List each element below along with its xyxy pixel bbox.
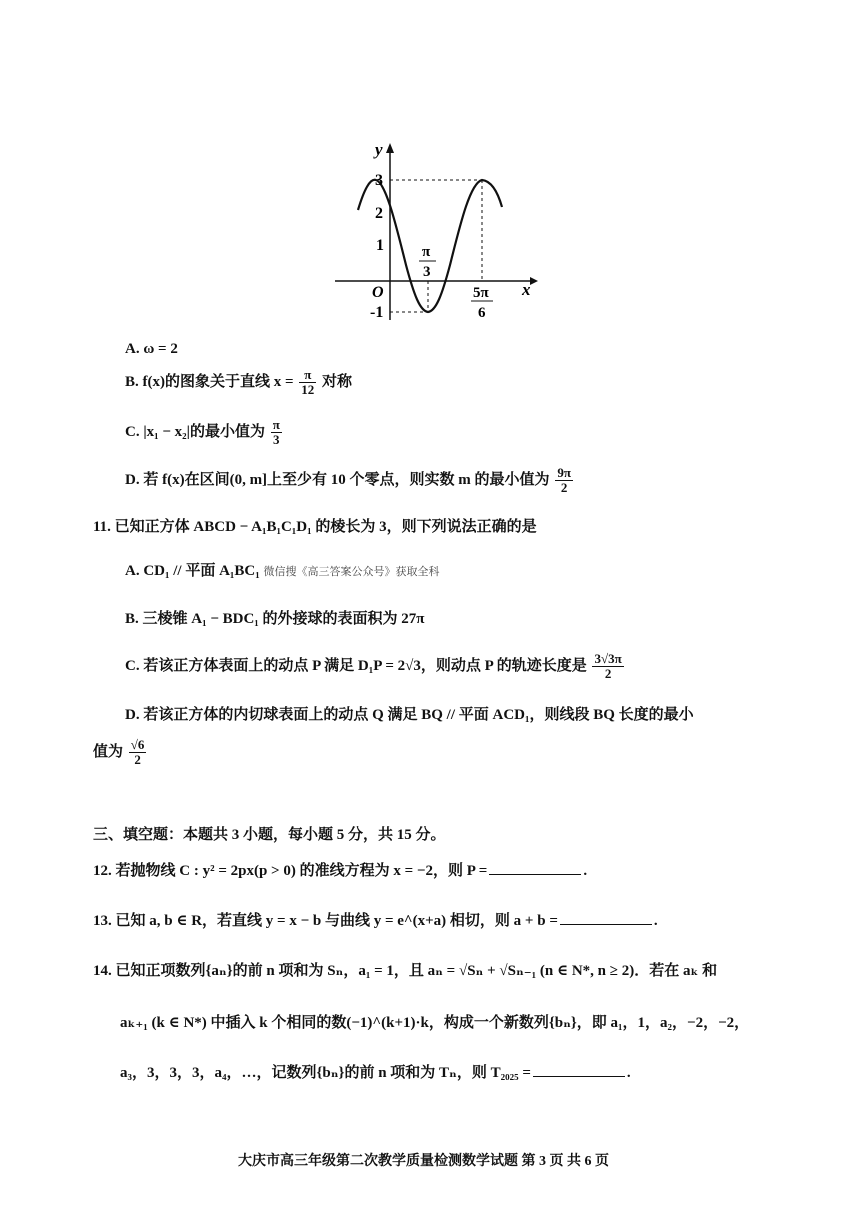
- q10-option-b-fraction: [299, 368, 316, 398]
- q10-option-b-text: B. f(x)的图象关于直线 x =: [125, 374, 294, 391]
- q11-option-d-fraction: [129, 738, 147, 768]
- tick-3: 3: [375, 172, 383, 189]
- watermark-text: 微信搜《高三答案公众号》获取全科: [263, 566, 440, 578]
- q12-text: 12. 若抛物线 C : y² = 2px(p > 0) 的准线方程为 x = −2，则 P =: [93, 863, 488, 879]
- q10-option-b-tail: 对称: [322, 374, 353, 391]
- pi3-numerator: π: [422, 244, 431, 260]
- q10-d-den: 2: [560, 480, 568, 496]
- q10-c-num: π: [272, 417, 280, 432]
- q14-line1: 14. 已知正项数列{aₙ}的前 n 项和为 Sₙ，a₁ = 1，且 aₙ = √Sₙ + √Sₙ₋₁ (n ∈ N*, n ≥ 2)．若在 aₖ 和: [93, 963, 718, 979]
- q11-c-den: 2: [604, 666, 612, 682]
- q10-d-num: 9π: [557, 465, 571, 480]
- q11-option-c-text: C. 若该正方体表面上的动点 P 满足 D₁P = 2√3，则动点 P 的轨迹长度是: [125, 658, 587, 675]
- q14-line3: [120, 1064, 631, 1082]
- q10-option-c-text: C. |x₁ − x₂|的最小值为: [125, 424, 265, 441]
- q12-answer-blank[interactable]: [489, 873, 581, 875]
- q10-option-c: [125, 418, 284, 448]
- q11-option-d-line2: [93, 738, 148, 768]
- tick-2: 2: [375, 205, 383, 222]
- q12-end: .: [583, 863, 588, 879]
- q10-option-c-fraction: [271, 418, 282, 448]
- q11-d-num: √6: [130, 737, 145, 752]
- q14-line2: aₖ₊₁ (k ∈ N*) 中插入 k 个相同的数(−1)^(k+1)·k，构成一个新数列{bₙ}，即 a₁，1，a₂，−2，−2，: [120, 1015, 750, 1031]
- q11-c-num: 3√3π: [594, 651, 622, 666]
- q11-option-a: [125, 562, 440, 580]
- q13-text: 13. 已知 a, b ∈ R，若直线 y = x − b 与曲线 y = e^(x+a) 相切，则 a + b =: [93, 913, 558, 929]
- q10-option-a: A. ω = 2: [125, 341, 178, 357]
- y-axis-label: y: [375, 140, 383, 159]
- x-axis-arrow: [530, 277, 538, 285]
- q11-option-a-text: A. CD₁ // 平面 A₁BC₁: [125, 563, 260, 579]
- q11-option-c-fraction: [592, 652, 623, 682]
- fivepi6-numerator: 5π: [473, 285, 489, 301]
- q14-end: .: [626, 1065, 631, 1081]
- pi3-denominator: 3: [423, 264, 431, 280]
- q12: [93, 862, 587, 880]
- q10-c-den: 3: [273, 432, 280, 448]
- q10-b-num: π: [299, 368, 316, 383]
- origin-label: O: [372, 284, 384, 301]
- q10-option-d-text: D. 若 f(x)在区间(0, m]上至少有 10 个零点，则实数 m 的最小值为: [125, 472, 550, 489]
- q13: [93, 912, 658, 930]
- q11-option-d-line1: D. 若该正方体的内切球表面上的动点 Q 满足 BQ // 平面 ACD₁，则线段 BQ 长度的最小: [125, 707, 694, 723]
- q11-option-b: B. 三棱锥 A₁ − BDC₁ 的外接球的表面积为 27π: [125, 611, 425, 627]
- q11-option-c: [125, 652, 626, 682]
- q14-line3-text: a₃，3，3，3，a₄，…，记数列{bₙ}的前 n 项和为 Tₙ，则 T₂₀₂₅ =: [120, 1065, 531, 1081]
- tick-1: 1: [376, 237, 384, 254]
- fivepi6-denominator: 6: [478, 305, 486, 321]
- x-axis-label: x: [522, 280, 531, 299]
- page-footer: 大庆市高三年级第二次教学质量检测数学试题 第 3 页 共 6 页: [238, 1154, 609, 1169]
- q14-answer-blank[interactable]: [533, 1075, 625, 1077]
- q11-d-den: 2: [134, 752, 141, 768]
- q10-option-d: [125, 466, 575, 496]
- tick-minus-1: -1: [370, 304, 384, 321]
- q11-option-d-line2-text: 值为: [93, 744, 124, 761]
- function-graph: [330, 135, 540, 325]
- q10-option-d-fraction: [555, 466, 573, 496]
- q13-end: .: [653, 913, 658, 929]
- section-heading: 三、填空题：本题共 3 小题，每小题 5 分，共 15 分。: [93, 827, 446, 843]
- q10-option-b: [125, 368, 352, 398]
- q10-b-den: 12: [301, 382, 315, 398]
- q13-answer-blank[interactable]: [560, 923, 652, 925]
- q11-stem: 11. 已知正方体 ABCD − A₁B₁C₁D₁ 的棱长为 3，则下列说法正确的是: [93, 519, 537, 535]
- y-axis-arrow: [386, 143, 394, 153]
